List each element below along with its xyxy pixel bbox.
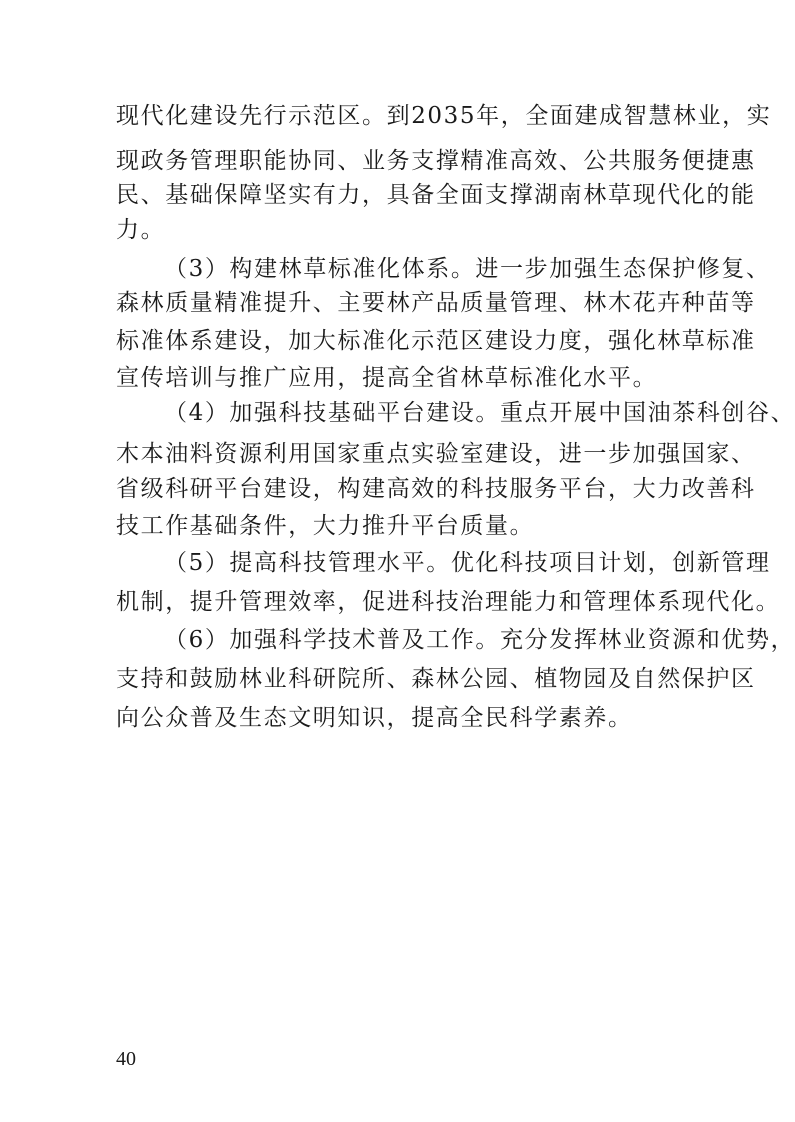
text-line: 木本油料资源利用国家重点实验室建设，进一步加强国家、 (116, 441, 756, 467)
text-line: 机制，提升管理效率，促进科技治理能力和管理体系现代化。 (116, 589, 781, 615)
paragraph-heading-line: （6）加强科学技术普及工作。充分发挥林业资源和优势， (164, 627, 795, 653)
text-line: 向公众普及生态文明知识，提高全民科学素养。 (116, 705, 633, 731)
text-line: 支持和鼓励林业科研院所、森林公园、植物园及自然保护区 (116, 666, 756, 692)
text-line: 力。 (116, 217, 166, 243)
text-line: 现政务管理职能协同、业务支撑精准高效、公共服务便捷惠 (116, 148, 756, 174)
paragraph-heading-line: （5）提高科技管理水平。优化科技项目计划，创新管理 (164, 550, 771, 576)
text-line: 民、基础保障坚实有力，具备全面支撑湖南林草现代化的能 (116, 182, 756, 208)
text-line: 省级科研平台建设，构建高效的科技服务平台，大力改善科 (116, 476, 756, 502)
text-line: 宣传培训与推广应用，提高全省林草标准化水平。 (116, 365, 658, 391)
paragraph-heading-line: （4）加强科技基础平台建设。重点开展中国油茶科创谷、 (164, 400, 795, 426)
text-line: 森林质量精准提升、主要林产品质量管理、林木花卉种苗等 (116, 290, 756, 316)
text-line: 技工作基础条件，大力推升平台质量。 (116, 513, 535, 539)
text-line: 标准体系建设，加大标准化示范区建设力度，强化林草标准 (116, 328, 756, 354)
text-line: 现代化建设先行示范区。到2035年，全面建成智慧林业，实 (116, 103, 772, 129)
page-number: 40 (116, 1048, 136, 1070)
paragraph-heading-line: （3）构建林草标准化体系。进一步加强生态保护修复、 (164, 256, 771, 282)
